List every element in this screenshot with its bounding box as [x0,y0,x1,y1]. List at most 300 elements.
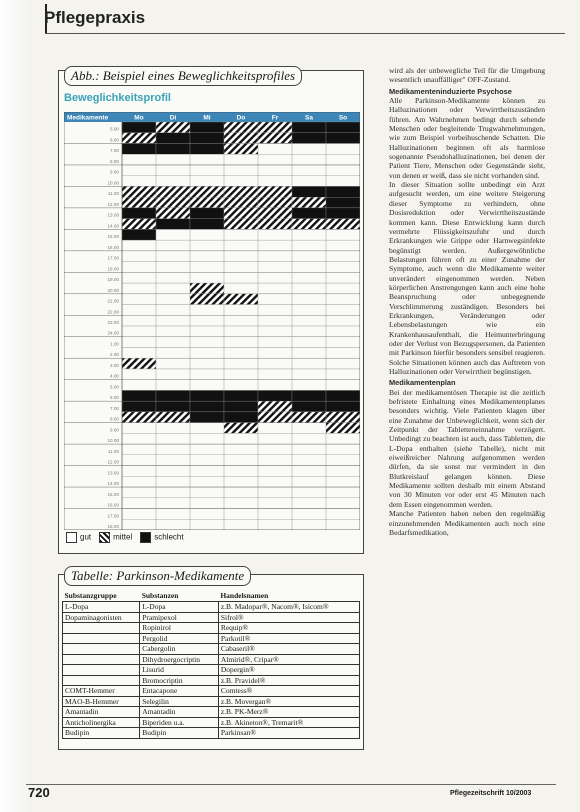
time-label: 5.00 [110,126,119,132]
cell-gut [326,433,360,444]
cell-gut [224,262,258,273]
page-edge [0,0,30,812]
cell-gut [258,176,292,187]
cell-gut [326,337,360,348]
cell-gut [224,519,258,530]
cell-schlecht [122,229,156,240]
time-label: 12.00 [107,459,119,465]
cell-gut [292,262,326,273]
cell-substance: Biperiden u.a. [140,717,219,728]
cell-gut [326,509,360,520]
cell-gut [190,165,224,176]
cell-gut [122,251,156,262]
cell-gut [122,487,156,498]
schlecht-swatch [140,532,151,543]
article-column [389,66,545,537]
cell-schlecht [326,133,360,144]
cell-group: Budipin [63,728,140,739]
cell-gut [122,165,156,176]
table-row [63,675,360,686]
cell-group [63,654,140,665]
cell-gut [190,262,224,273]
time-label: 3.00 [110,362,119,368]
cell-mittel [156,197,190,208]
cell-gut [326,154,360,165]
cell-schlecht [224,401,258,412]
cell-schlecht [190,390,224,401]
time-label: 12.00 [107,201,119,207]
cell-gut [122,154,156,165]
cell-gut [292,326,326,337]
cell-mittel [122,197,156,208]
cell-gut [156,229,190,240]
table-row [63,633,360,644]
cell-gut [190,423,224,434]
profile-header-bar [64,112,360,122]
cell-mittel [292,412,326,423]
cell-mittel [326,423,360,434]
day-label: Di [169,114,177,122]
cell-gut [156,433,190,444]
cell-mittel [224,186,258,197]
cell-brand: Almirid®, Cripar® [218,654,359,665]
cell-group: MAO-B-Hemmer [63,696,140,707]
cell-gut [292,337,326,348]
cell-gut [224,498,258,509]
cell-gut [292,509,326,520]
cell-gut [224,165,258,176]
cell-mittel [258,122,292,133]
cell-group [63,623,140,634]
cell-gut [292,476,326,487]
cell-gut [326,487,360,498]
cell-gut [190,305,224,316]
cell-gut [190,358,224,369]
cell-gut [190,487,224,498]
footer-rule [26,784,556,785]
cell-schlecht [190,133,224,144]
cell-mittel [258,133,292,144]
cell-gut [190,272,224,283]
cell-brand: z.B. PK-Merz® [218,707,359,718]
time-label: 18.00 [107,266,119,272]
subheading-psychose: Medikamenteninduzierte Psychose [389,86,512,96]
cell-gut [258,294,292,305]
paragraph: Bei der medikamentösen Therapie ist die zeitlich befristete Einhaltung eines Medikamentenplanes besonders wichtig. Viele Patienten klagen über eine Zunahme der Unbeweglichkeit, wenn sich der Zeitpunkt der Tabletteneinnahme verzögert. Unbedingt zu beachten ist auch, dass Tabletten, die L-Dopa enthalten (siehe Tabelle), nicht mit eiweißreicher Nahrung aufgenommen werden dürfen, da sie sonst nur vermindert in den Blutkreislauf gelangen können. Diese Medikamente sollten deshalb mit einem Abstand von 30 Minuten vor oder erst 45 Minuten nach dem Essen eingenommen werden. [389,387,545,509]
cell-gut [224,487,258,498]
cell-gut [258,380,292,391]
cell-gut [224,455,258,466]
cell-gut [224,476,258,487]
cell-schlecht [156,133,190,144]
cell-mittel [224,423,258,434]
table-row [63,602,360,613]
cell-gut [258,315,292,326]
cell-gut [122,433,156,444]
cell-gut [156,444,190,455]
cell-brand: Requip® [218,623,359,634]
cell-mittel [122,133,156,144]
cell-schlecht [292,133,326,144]
table-row [63,612,360,623]
cell-gut [156,283,190,294]
cell-gut [224,380,258,391]
cell-gut [224,347,258,358]
cell-gut [292,347,326,358]
cell-gut [224,176,258,187]
cell-gut [326,476,360,487]
cell-gut [292,455,326,466]
cell-gut [326,176,360,187]
cell-gut [122,337,156,348]
cell-gut [326,240,360,251]
time-label: 7.00 [110,405,119,411]
cell-gut [258,347,292,358]
cell-brand: Sifrol® [218,612,359,623]
cell-schlecht [190,122,224,133]
cell-brand: z.B. Akineton®, Tremarit® [218,717,359,728]
cell-gut [292,315,326,326]
cell-gut [156,337,190,348]
cell-gut [326,347,360,358]
cell-gut [326,380,360,391]
cell-gut [156,519,190,530]
cell-gut [326,498,360,509]
cell-mittel [122,412,156,423]
cell-brand: Comtess® [218,686,359,697]
cell-gut [258,498,292,509]
header-substanzgruppe: Substanzgruppe [64,591,117,600]
cell-gut [122,519,156,530]
cell-brand: z.B. Movergan® [218,696,359,707]
cell-schlecht [190,412,224,423]
cell-mittel [258,412,292,423]
cell-schlecht [326,186,360,197]
cell-gut [292,519,326,530]
cell-gut [156,315,190,326]
cell-gut [224,466,258,477]
cell-gut [292,283,326,294]
cell-gut [292,358,326,369]
cell-gut [258,466,292,477]
cell-gut [156,326,190,337]
time-label: 23.00 [107,320,119,325]
cell-gut [190,315,224,326]
time-label: 2.00 [110,352,119,358]
cell-mittel [156,186,190,197]
cell-gut [292,240,326,251]
table-row [63,665,360,676]
day-label: Mi [203,114,211,122]
cell-gut [292,498,326,509]
cell-gut [156,466,190,477]
cell-gut [292,466,326,477]
cell-gut [156,165,190,176]
cell-substance: Ropinirol [140,623,219,634]
cell-gut [122,498,156,509]
cell-mittel [156,412,190,423]
cell-schlecht [190,208,224,219]
section-title: Pflegepraxis [44,8,146,27]
cell-gut [292,272,326,283]
cell-schlecht [224,412,258,423]
cell-gut [190,455,224,466]
cell-mittel [190,186,224,197]
cell-gut [190,433,224,444]
cell-gut [292,433,326,444]
cell-gut [258,240,292,251]
time-label: 6.00 [110,137,119,143]
cell-schlecht [292,122,326,133]
cell-gut [122,272,156,283]
cell-schlecht [122,401,156,412]
cell-gut [258,143,292,154]
cell-gut [190,519,224,530]
cell-gut [224,154,258,165]
time-label: 4.00 [110,373,119,379]
cell-gut [190,347,224,358]
cell-mittel [258,401,292,412]
cell-gut [156,262,190,273]
cell-gut [122,315,156,326]
cell-brand: z.B. Pravidel® [218,675,359,686]
cell-gut [156,347,190,358]
cell-mittel [224,122,258,133]
cell-gut [292,487,326,498]
cell-gut [258,423,292,434]
cell-gut [292,423,326,434]
legend [66,532,184,543]
time-label: 9.00 [110,427,119,433]
cell-group [63,644,140,655]
cell-schlecht [258,390,292,401]
cell-gut [156,455,190,466]
cell-gut [122,240,156,251]
cell-mittel [224,208,258,219]
cell-gut [326,519,360,530]
cell-gut [224,358,258,369]
cell-brand: z.B. Madopar®, Nacom®, Isicom® [218,602,359,613]
cell-gut [190,229,224,240]
cell-group: Dopaminagonisten [63,612,140,623]
cell-schlecht [326,390,360,401]
time-label: 13.00 [107,470,119,476]
cell-gut [258,455,292,466]
cell-substance: Bromocriptin [140,675,219,686]
cell-gut [156,294,190,305]
mittel-swatch [99,532,110,543]
figure-caption: Abb.: Beispiel eines Beweglichkeitsprofiles [64,66,302,86]
cell-gut [190,476,224,487]
cell-substance: Amantadin [140,707,219,718]
cell-mittel [122,219,156,230]
cell-mittel [224,219,258,230]
cell-gut [224,444,258,455]
cell-gut [190,466,224,477]
cell-mittel [326,412,360,423]
cell-gut [224,509,258,520]
header-handelsnamen: Handelsnamen [220,591,269,600]
cell-gut [224,229,258,240]
cell-gut [122,283,156,294]
cell-gut [258,476,292,487]
day-label: So [338,114,348,122]
cell-gut [122,509,156,520]
time-label: 20.00 [107,287,119,293]
table-header-row [63,590,360,602]
cell-gut [292,165,326,176]
cell-mittel [190,197,224,208]
cell-mittel [122,358,156,369]
cell-gut [122,347,156,358]
cell-group: Anticholinergika [63,717,140,728]
cell-gut [190,337,224,348]
cell-gut [326,229,360,240]
cell-gut [292,154,326,165]
cell-gut [156,251,190,262]
cell-gut [258,358,292,369]
cell-gut [190,176,224,187]
cell-mittel [190,294,224,305]
subheading-medikamentenplan: Medikamentenplan [389,378,456,388]
cell-gut [258,251,292,262]
cell-gut [326,369,360,380]
paragraph: wird als der unbewegliche Teil für die Umgebung wesentlich unauffälliger" OFF-Zustand. [389,66,545,85]
table-row [63,707,360,718]
cell-gut [326,466,360,477]
cell-gut [156,240,190,251]
cell-schlecht [190,143,224,154]
cell-schlecht [292,390,326,401]
time-label: 17.00 [107,255,119,261]
cell-gut [258,326,292,337]
cell-gut [258,165,292,176]
cell-gut [258,229,292,240]
time-label: 17.00 [107,513,119,519]
time-label: 19.00 [107,277,119,283]
journal-source: Pflegezeitschrift 10/2003 [450,790,532,797]
cell-schlecht [326,197,360,208]
cell-schlecht [122,122,156,133]
cell-gut [156,487,190,498]
cell-gut [122,176,156,187]
profile-title: Beweglichkeitsprofil [64,92,171,104]
cell-gut [156,176,190,187]
cell-schlecht [292,186,326,197]
cell-gut [258,487,292,498]
cell-gut [122,262,156,273]
cell-gut [224,315,258,326]
cell-schlecht [122,143,156,154]
cell-gut [326,143,360,154]
time-label: 7.00 [110,148,119,154]
day-label: Do [236,114,246,122]
cell-schlecht [326,122,360,133]
cell-gut [326,315,360,326]
time-label: 13.00 [107,212,119,218]
cell-gut [122,294,156,305]
cell-group [63,675,140,686]
time-label: 22.00 [107,309,119,315]
cell-gut [326,455,360,466]
cell-gut [122,476,156,487]
cell-mittel [156,122,190,133]
cell-gut [190,444,224,455]
cell-mittel [258,219,292,230]
cell-gut [326,305,360,316]
cell-gut [258,433,292,444]
cell-mittel [224,294,258,305]
paragraph: Manche Patienten haben neben den regelmäßig einzunehmenden Medikamenten auch noch eine Bedarfsmedikation, [389,509,545,537]
cell-gut [156,358,190,369]
profile-header-label: Medikamente [67,114,109,122]
paragraph: In dieser Situation sollte unbedingt ein Arzt aufgesucht werden, um eine weitere Steigerung dieser Symptome zu verhindern, ohne Dosisreduktion oder Verwirrtheitszustände kommen kann. Diese Entwicklung kann durch vermehrte Flüssigkeitszufuhr und durch Erkrankungen wie Grippe oder Harnwegsinfekte begünstigt werden. Außergewöhnliche Belastungen führen oft zu einer Zunahme der Symptome, auch wenn die Medikamente weiter unverändert eingenommen werden. Neben körperlichen Anstrengungen kann auch eine hohe Beanspruchung oder unbegegnende Verschlimmerung zuständigen. Besonders bei Erkrankungen, Veränderungen oder Lebensbelastungen wie ein Krankenhausaufenthalt, die Heimunterbringung oder der Verlust von Bezugspersonen, da Patienten mit Parkinson hierfür besonders sensibel reagieren. Solche Situationen können auch das Auftreten von Halluzinationen oder Verwirrtheit begünstigen. [389,180,545,376]
time-label: 1.00 [110,341,119,347]
table-row [63,623,360,634]
cell-gut [156,498,190,509]
cell-group: L-Dopa [63,602,140,613]
cell-gut [258,509,292,520]
cell-gut [156,380,190,391]
cell-brand: Dopergin® [218,665,359,676]
cell-group [63,665,140,676]
cell-gut [224,433,258,444]
day-label: Mo [134,114,144,122]
day-label: Sa [305,114,313,122]
cell-group [63,633,140,644]
cell-mittel [258,186,292,197]
cell-gut [156,369,190,380]
cell-schlecht [326,208,360,219]
table-row [63,686,360,697]
time-label: 6.00 [110,395,119,401]
cell-schlecht [156,390,190,401]
time-label: 16.00 [107,502,119,508]
time-label: 21.00 [107,298,119,304]
cell-schlecht [292,401,326,412]
cell-gut [326,262,360,273]
cell-gut [326,444,360,455]
cell-mittel [326,219,360,230]
cell-gut [190,326,224,337]
legend-mittel: mittel [99,532,132,543]
cell-gut [122,444,156,455]
cell-gut [258,369,292,380]
cell-gut [190,498,224,509]
cell-group: COMT-Hemmer [63,686,140,697]
cell-gut [122,305,156,316]
cell-mittel [156,208,190,219]
cell-schlecht [156,219,190,230]
cell-mittel [224,197,258,208]
cell-gut [292,444,326,455]
cell-gut [190,154,224,165]
cell-mittel [258,197,292,208]
cell-gut [258,305,292,316]
cell-mittel [190,283,224,294]
cell-gut [326,165,360,176]
cell-gut [326,272,360,283]
cell-brand: Cabaseril® [218,644,359,655]
cell-gut [292,380,326,391]
cell-gut [224,251,258,262]
time-label: 18.00 [107,524,119,529]
time-label: 15.00 [107,491,119,497]
table-row [63,728,360,739]
time-label: 10.00 [107,438,119,444]
cell-mittel [292,219,326,230]
cell-gut [190,251,224,262]
